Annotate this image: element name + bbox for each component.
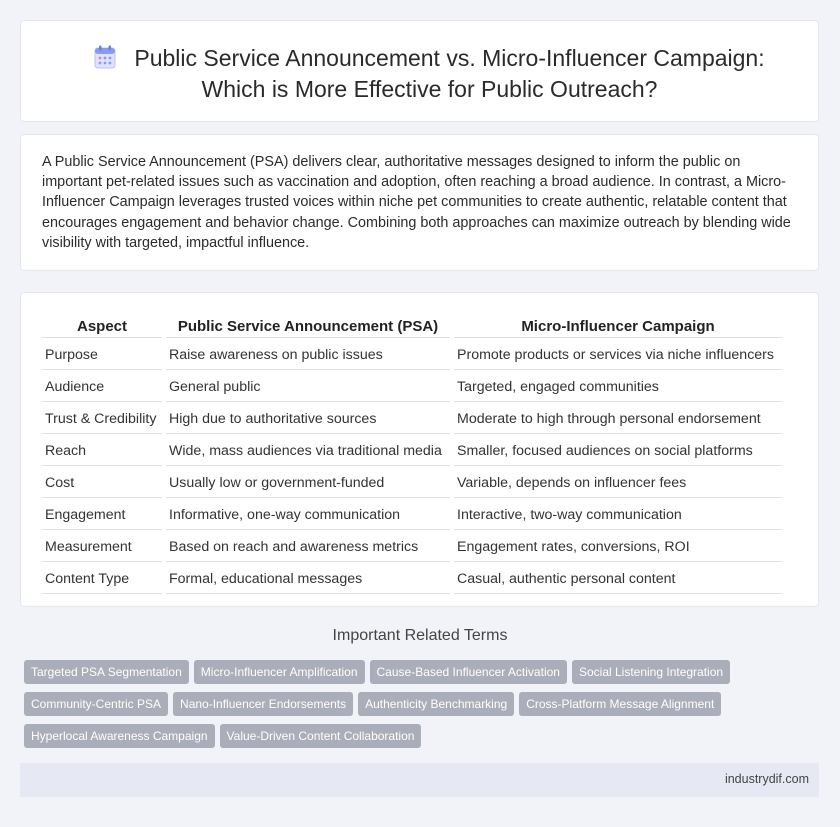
related-term-tag[interactable]: Nano-Influencer Endorsements [173, 692, 353, 716]
row-psa-value: Usually low or government-funded [166, 468, 450, 498]
intro-card [20, 134, 819, 271]
calendar-icon [94, 45, 116, 69]
related-term-tag[interactable]: Targeted PSA Segmentation [24, 660, 189, 684]
row-aspect: Engagement [42, 500, 162, 530]
page-title-wrap [71, 43, 788, 105]
table-row [42, 532, 782, 562]
table-row [42, 564, 782, 594]
title-card [20, 20, 819, 122]
row-aspect: Cost [42, 468, 162, 498]
header-psa: Public Service Announcement (PSA) [166, 314, 450, 338]
row-micro-value: Promote products or services via niche influencers [454, 340, 782, 370]
row-psa-value: Wide, mass audiences via traditional media [166, 436, 450, 466]
row-psa-value: Formal, educational messages [166, 564, 450, 594]
comparison-card [20, 292, 819, 607]
row-micro-value: Engagement rates, conversions, ROI [454, 532, 782, 562]
intro-paragraph: A Public Service Announcement (PSA) delivers clear, authoritative messages designed to inform the public on important pet-related issues such as vaccination and adoption, often reaching a broad audience. In contrast, a Micro-Influencer Campaign leverages trusted voices within niche pet communities to create authentic, relatable content that encourages engagement and behavior change. Combining both approaches can maximize outreach by blending wide visibility with targeted, impactful influence. [42, 154, 791, 251]
related-term-tag[interactable]: Micro-Influencer Amplification [194, 660, 365, 684]
row-aspect: Content Type [42, 564, 162, 594]
footer-site-link[interactable]: industrydif.com [724, 772, 809, 786]
row-micro-value: Casual, authentic personal content [454, 564, 782, 594]
comparison-table [38, 312, 786, 596]
table-row [42, 500, 782, 530]
row-psa-value: Informative, one-way communication [166, 500, 450, 530]
row-psa-value: Based on reach and awareness metrics [166, 532, 450, 562]
related-terms-heading: Important Related Terms [332, 627, 508, 644]
footer-bar [20, 763, 819, 797]
row-micro-value: Variable, depends on influencer fees [454, 468, 782, 498]
related-terms-list [24, 660, 804, 756]
table-row [42, 340, 782, 370]
table-row [42, 372, 782, 402]
row-psa-value: High due to authoritative sources [166, 404, 450, 434]
related-term-tag[interactable]: Cross-Platform Message Alignment [519, 692, 721, 716]
table-row [42, 468, 782, 498]
related-term-tag[interactable]: Authenticity Benchmarking [358, 692, 514, 716]
row-micro-value: Targeted, engaged communities [454, 372, 782, 402]
related-term-tag[interactable]: Social Listening Integration [572, 660, 730, 684]
row-micro-value: Interactive, two-way communication [454, 500, 782, 530]
table-row [42, 436, 782, 466]
row-psa-value: General public [166, 372, 450, 402]
related-term-tag[interactable]: Cause-Based Influencer Activation [370, 660, 567, 684]
related-term-tag[interactable]: Community-Centric PSA [24, 692, 168, 716]
table-header-row [42, 314, 782, 338]
table-row [42, 404, 782, 434]
header-micro-influencer: Micro-Influencer Campaign [454, 314, 782, 338]
row-aspect: Purpose [42, 340, 162, 370]
row-aspect: Audience [42, 372, 162, 402]
row-psa-value: Raise awareness on public issues [166, 340, 450, 370]
related-term-tag[interactable]: Hyperlocal Awareness Campaign [24, 724, 215, 748]
row-aspect: Trust & Credibility [42, 404, 162, 434]
row-micro-value: Moderate to high through personal endorsement [454, 404, 782, 434]
related-term-tag[interactable]: Value-Driven Content Collaboration [220, 724, 422, 748]
page-title: Public Service Announcement vs. Micro-Influencer Campaign: Which is More Effective for Public Outreach? [134, 45, 765, 102]
header-aspect: Aspect [42, 314, 162, 338]
row-aspect: Measurement [42, 532, 162, 562]
row-micro-value: Smaller, focused audiences on social platforms [454, 436, 782, 466]
row-aspect: Reach [42, 436, 162, 466]
